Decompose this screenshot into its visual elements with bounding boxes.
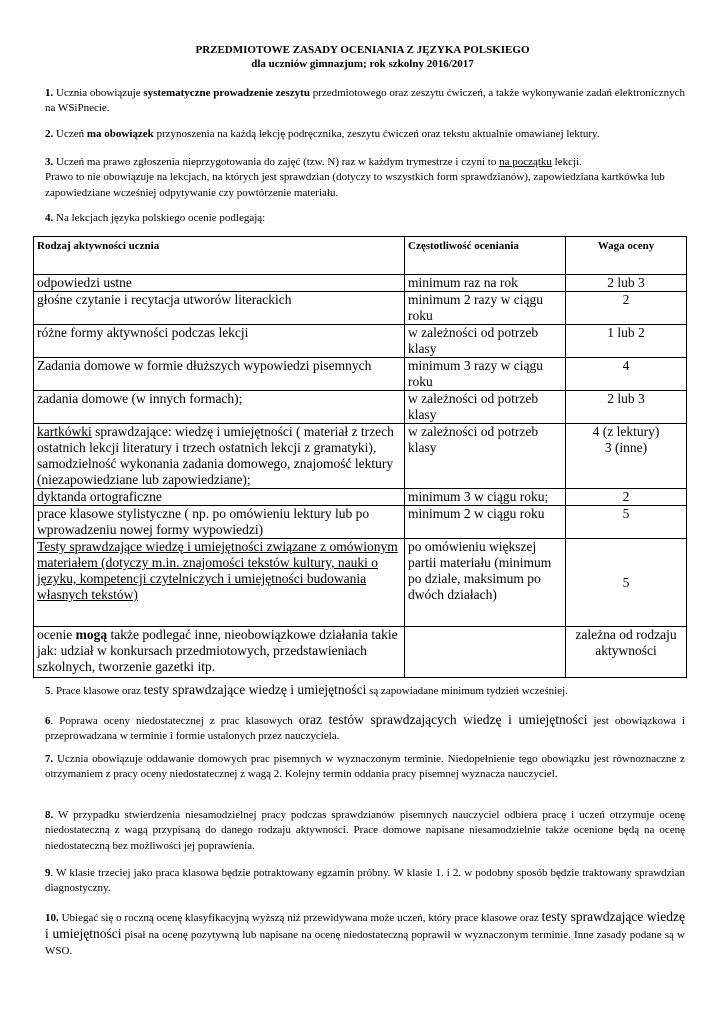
- frequency-cell: w zależności od potrzeb klasy: [405, 325, 566, 358]
- rule-number: 5: [45, 685, 51, 697]
- rule-number: 2.: [45, 128, 54, 140]
- frequency-cell: w zależności od potrzeb klasy: [405, 391, 566, 424]
- rule-1: 1. Ucznia obowiązuje systematyczne prowadzenie zeszytu przedmiotowego oraz zeszytu ćwiczeń, a także wykonywanie zadań elektronicznych na WSiPnecie.: [45, 87, 686, 115]
- activity-cell: głośne czytanie i recytacja utworów literackich: [34, 292, 405, 325]
- activity-cell: zadania domowe (w innych formach);: [34, 391, 405, 424]
- rule-5: 5. Prace klasowe oraz testy sprawdzające wiedzę i umiejętności są zapowiadane minimum tydzień wcześniej.: [45, 682, 568, 697]
- activity-cell: kartkówki sprawdzające: wiedzę i umiejętności ( materiał z trzech ostatnich lekcji literatury i trzech ostatnich lekcji z gramatyki), samodzielność wykonania zadania domowego, znajomość lektury (niezapowiedziane lub zapowiedziane);: [34, 424, 405, 489]
- rule-number: 10.: [45, 912, 59, 924]
- weight-cell: 2 lub 3: [566, 275, 687, 292]
- rule-number: 4.: [45, 212, 54, 224]
- rule-8: 8. W przypadku stwierdzenia niesamodzielnej pracy podczas sprawdzianów pisemnych nauczyciel odbiera pracę i uczeń otrzymuje ocenę niedostateczną z wagą przypisaną do danego rodzaju aktywności. Prace domowe napisane niesamodzielnie także ocenione będą na ocenę niedostateczną bez możliwości jej poprawienia.: [45, 809, 685, 852]
- activity-cell: ocenie mogą także podlegać inne, nieobowiązkowe działania takie jak: udział w konkursach przedmiotowych, przedstawieniach szkolnych, tworzenie gazetki itp.: [34, 627, 405, 678]
- rule-6: 6. Poprawa oceny niedostatecznej z prac klasowych oraz testów sprawdzających wiedzę i umiejętności jest obowiązkowa i przeprowadzana w terminie i formie ustalonych przez nauczyciela.: [45, 712, 685, 743]
- activity-cell: Zadania domowe w formie dłuższych wypowiedzi pisemnych: [34, 358, 405, 391]
- frequency-cell: po omówieniu większej partii materiału (minimum po dziale, maksimum po dwóch działach): [405, 539, 566, 627]
- rule-number: 9: [45, 867, 51, 879]
- frequency-cell: minimum 2 w ciągu roku: [405, 506, 566, 539]
- table-row: [34, 292, 687, 325]
- rule-10: 10. Ubiegać się o roczną ocenę klasyfikacyjną wyższą niż przewidywana może uczeń, który prace klasowe oraz testy sprawdzające wiedzę i umiejętności pisał na ocenę pozytywną lub napisane na ocenę niedostateczną poprawił w wyznaczonym terminie. Inne zasady podane są w WSO.: [45, 909, 685, 957]
- weight-cell: 5: [566, 506, 687, 539]
- weight-cell: 1 lub 2: [566, 325, 687, 358]
- frequency-cell: minimum 2 razy w ciągu roku: [405, 292, 566, 325]
- rule-number: 7.: [45, 753, 54, 765]
- rule-4: 4. Na lekcjach języka polskiego ocenie podlegają:: [45, 212, 266, 224]
- activity-cell: odpowiedzi ustne: [34, 275, 405, 292]
- rule-7: 7. Ucznia obowiązuje oddawanie domowych prac pisemnych w wyznaczonym terminie. Niedopełnienie tego obowiązku jest równoznaczne z otrzymaniem z pracy oceny niedostatecznej z wagą 2. Kolejny termin oddania pracy pisemnej wyznacza nauczyciel.: [45, 753, 685, 781]
- column-header: Częstotliwość oceniania: [405, 237, 566, 275]
- weight-cell: 2: [566, 292, 687, 325]
- weight-cell: 2: [566, 489, 687, 506]
- table-row: [34, 627, 687, 678]
- table-row: [34, 325, 687, 358]
- column-header: Rodzaj aktywności ucznia: [34, 237, 405, 275]
- rule-3: 3. Uczeń ma prawo zgłoszenia nieprzygotowania do zajęć (tzw. N) raz w każdym trymestrze i czyni to na początku lekcji. Prawo to nie obowiązuje na lekcjach, na których jest sprawdzian (dotyczy to wszystkich form sprawdzianów), zapowiedziana kartkówka lub zapowiedziane wcześniej odpytywanie czy powtórzenie materiału.: [45, 156, 665, 199]
- table-row: [34, 391, 687, 424]
- weight-cell: 4: [566, 358, 687, 391]
- rule-2: 2. Uczeń ma obowiązek przynoszenia na każdą lekcję podręcznika, zeszytu ćwiczeń oraz tekstu aktualnie omawianej lektury.: [45, 128, 600, 140]
- table-row: [34, 489, 687, 506]
- activity-cell: dyktanda ortograficzne: [34, 489, 405, 506]
- activity-cell: Testy sprawdzające wiedzę i umiejętności związane z omówionym materiałem (dotyczy m.in. znajomości tekstów kultury, nauki o języku, kompetencji czytelniczych i umiejętności budowania własnych tekstów): [34, 539, 405, 627]
- table-row: [34, 275, 687, 292]
- table-row: [34, 358, 687, 391]
- rule-number: 6: [45, 715, 51, 727]
- activity-cell: różne formy aktywności podczas lekcji: [34, 325, 405, 358]
- weight-cell: 5: [566, 539, 687, 627]
- document-subtitle: dla uczniów gimnazjum; rok szkolny 2016/2017: [251, 58, 474, 70]
- frequency-cell: minimum 3 razy w ciągu roku: [405, 358, 566, 391]
- rule-number: 3.: [45, 156, 54, 168]
- frequency-cell: minimum 3 w ciągu roku;: [405, 489, 566, 506]
- frequency-cell: w zależności od potrzeb klasy: [405, 424, 566, 489]
- weight-cell: zależna od rodzaju aktywności: [566, 627, 687, 678]
- rule-9: 9. W klasie trzeciej jako praca klasowa będzie potraktowany egzamin próbny. W klasie 1. i 2. w podobny sposób będzie traktowany sprawdzian diagnostyczny.: [45, 867, 685, 895]
- rule-number: 1.: [45, 87, 54, 99]
- table-row: [34, 424, 687, 489]
- weight-cell: 4 (z lektury) 3 (inne): [566, 424, 687, 489]
- weight-cell: 2 lub 3: [566, 391, 687, 424]
- document-title: PRZEDMIOTOWE ZASADY OCENIANIA Z JĘZYKA POLSKIEGO: [195, 44, 530, 56]
- column-header: Waga oceny: [566, 237, 687, 275]
- grading-table: [33, 236, 687, 678]
- frequency-cell: minimum raz na rok: [405, 275, 566, 292]
- frequency-cell: [405, 627, 566, 678]
- table-header-row: [34, 237, 687, 275]
- activity-cell: prace klasowe stylistyczne ( np. po omówieniu lektury lub po wprowadzeniu nowej formy wypowiedzi): [34, 506, 405, 539]
- table-row: [34, 539, 687, 627]
- rule-number: 8.: [45, 809, 54, 821]
- table-row: [34, 506, 687, 539]
